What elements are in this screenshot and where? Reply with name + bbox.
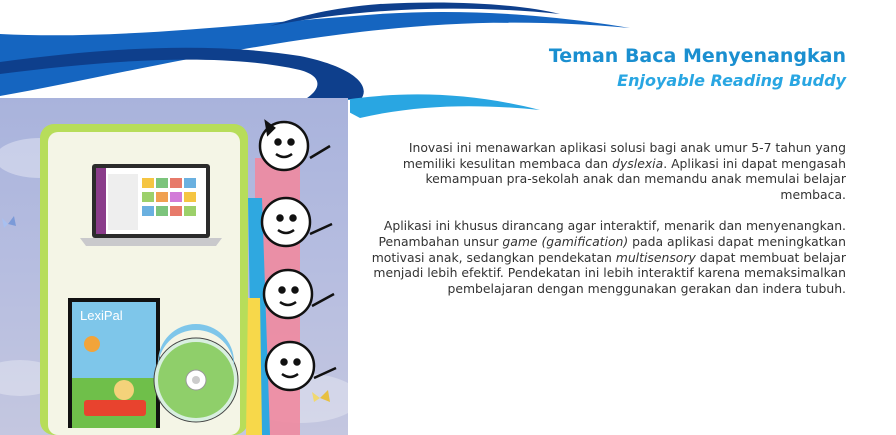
butterfly-icon <box>2 216 16 228</box>
dvd-brand-label: LexiPal <box>80 308 123 323</box>
paragraph-2: Aplikasi ini khusus dirancang agar interaktif, menarik dan menyenangkan. Penambahan unsur game (gamification) pada aplikasi dapat meningkatkan motivasi anak, sedangkan pendekatan multisensory dapat membuat belajar menjadi lebih efektif. Pendekatan ini lebih interaktif karena memaksimalkan pembelajaran dengan menggunakan gerakan dan indera tubuh. <box>371 218 846 296</box>
disc-image <box>154 324 238 422</box>
page-title: Teman Baca Menyenangkan <box>548 45 846 67</box>
paragraph-1: Inovasi ini menawarkan aplikasi solusi bagi anak umur 5-7 tahun yang memiliki kesulitan membaca dan dyslexia. Aplikasi ini dapat mengasah kemampuan pra-sekolah anak dan memandu anak memulai belajar membaca. <box>402 140 846 202</box>
product-illustration <box>0 98 348 435</box>
heading-block <box>549 44 846 92</box>
description-text <box>366 140 846 312</box>
page-subtitle: Enjoyable Reading Buddy <box>617 71 846 90</box>
dvd-box-image <box>68 298 160 428</box>
laptop-image <box>80 164 222 246</box>
